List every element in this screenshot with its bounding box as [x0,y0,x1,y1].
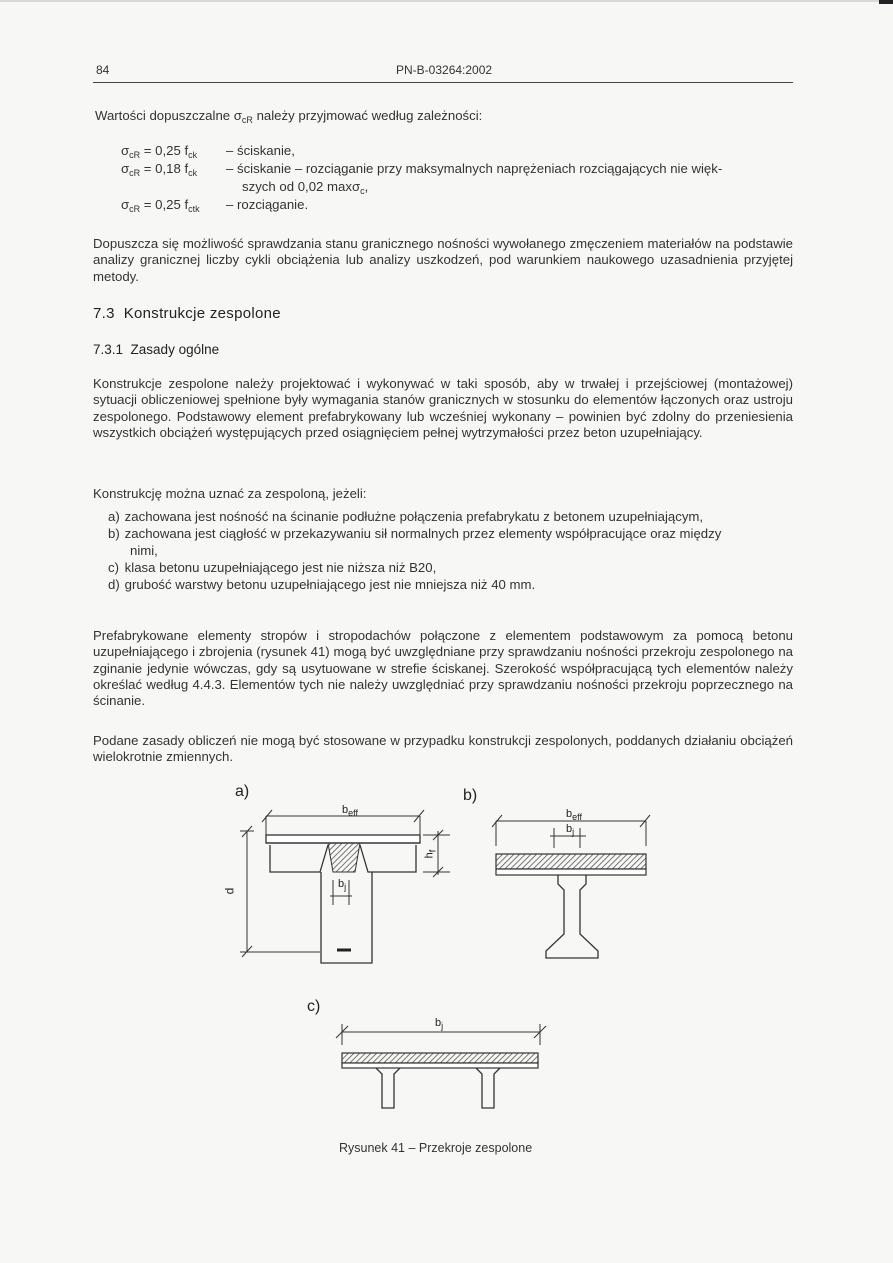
scan-edge [0,0,893,2]
fatigue-paragraph: Dopuszcza się możliwość sprawdzania stanu granicznego nośności wywołanego zmęczeniem materiałów na podstawie analizy granicznej liczby cykli obciążenia lub analizy uszkodzeń, pod warunkiem naukowego uzasadnienia przyjętej metody. [93,236,793,284]
formula-3-lhs: $\sigma_{cR} = 0,25$ $f_{ctk}$ [121,197,200,214]
section-heading: 7.3 Konstrukcje zespolone [93,305,281,322]
condition-d: d) grubość warstwy betonu uzupełniającego jest nie mniejsza niż 40 mm. [108,577,536,592]
formula-2-lhs: $\sigma_{cR} = 0,18$ $f_{ck}$ [121,161,198,178]
standard-code: PN-B-03264:2002 [396,63,493,77]
figure-c-bj-label: $b_j$ [435,1017,444,1031]
figure-label-a: a) [235,783,250,800]
figure-a-d-label: d [222,887,237,895]
figure-label-b: b) [463,787,478,804]
formula-2-desc-cont: szych od 0,02 maxσ$_c$, [242,179,369,196]
figure-caption: Rysunek 41 – Przekroje zespolone [339,1141,533,1155]
condition-b: b) zachowana jest ciągłość w przekazywaniu sił normalnych przez elementy współpracujące oraz między [108,526,722,541]
page-number: 84 [96,63,110,77]
header-rule [93,82,793,83]
intro-lead-tail: należy przyjmować według zależności: [252,108,483,123]
figure-b-beff-label: $b_{eff}$ [566,808,582,822]
condition-c: c) klasa betonu uzupełniającego jest nie niższa niż B20, [108,560,437,575]
condition-b-cont: nimi, [130,543,158,558]
figure-c-cross-section [330,1020,550,1115]
formula-1-lhs: $\sigma_{cR} = 0,25$ $f_{ck}$ [121,143,198,160]
figure-a-beff-label: $b_{eff}$ [342,804,358,818]
intro-lead: Wartości dopuszczalne σ [95,108,242,123]
subsection-heading: 7.3.1 Zasady ogólne [93,342,220,357]
figure-a-hf-label: $h_f$ [423,849,438,859]
figure-a-bj-label: $b_j$ [338,878,347,892]
figure-b-bj-label: $b_j$ [566,823,575,837]
condition-a: a) zachowana jest nośność na ścinanie podłużne połączenia prefabrykatu z betonem uzupełniającym, [108,509,704,524]
formula-2-desc: – ściskanie – rozciąganie przy maksymalnych naprężeniach rozciągających nie więk- [226,161,723,176]
figure-label-c: c) [307,998,321,1015]
intro-lead-sub: cR [241,115,253,125]
precast-elements-paragraph: Prefabrykowane elementy stropów i stropodachów połączone z elementem podstawowym za pomocą betonu uzupełniającego i zbrojenia (rysunek 41) mogą być uwzględniane przy sprawdzaniu nośności przekroju zespolonego na zginanie jedynie wówczas, gdy są usytuowane w strefie ściskanej. Szerokość współpracującą tych elementów należy określać według 4.4.3. Elementów tych nie należy uwzględniać przy sprawdzaniu nośności przekroju poprzecznego na ścinanie. [93,628,793,709]
intro-line [95,108,482,124]
formula-3-desc: – rozciąganie. [226,197,309,212]
limitations-paragraph: Podane zasady obliczeń nie mogą być stosowane w przypadku konstrukcji zespolonych, poddanych działaniu obciążeń wielokrotnie zmiennych. [93,733,793,765]
conditions-intro: Konstrukcję można uznać za zespoloną, jeżeli: [93,486,367,501]
formula-1-desc: – ściskanie, [226,143,295,158]
scan-corner-mark [879,0,893,4]
composite-design-paragraph: Konstrukcje zespolone należy projektować i wykonywać w taki sposób, aby w trwałej i przejściowej (montażowej) sytuacji obliczeniowej spełnione były wymagania stanów granicznych w stosunku do elementów łączonych oraz ustroju zespolonego. Podstawowy element prefabrykowany lub wcześniej wykonany – powinien być zdolny do przeniesienia wszystkich obciążeń występujących przed osiągnięciem pełnej wytrzymałości przez beton uzupełniający. [93,376,793,440]
